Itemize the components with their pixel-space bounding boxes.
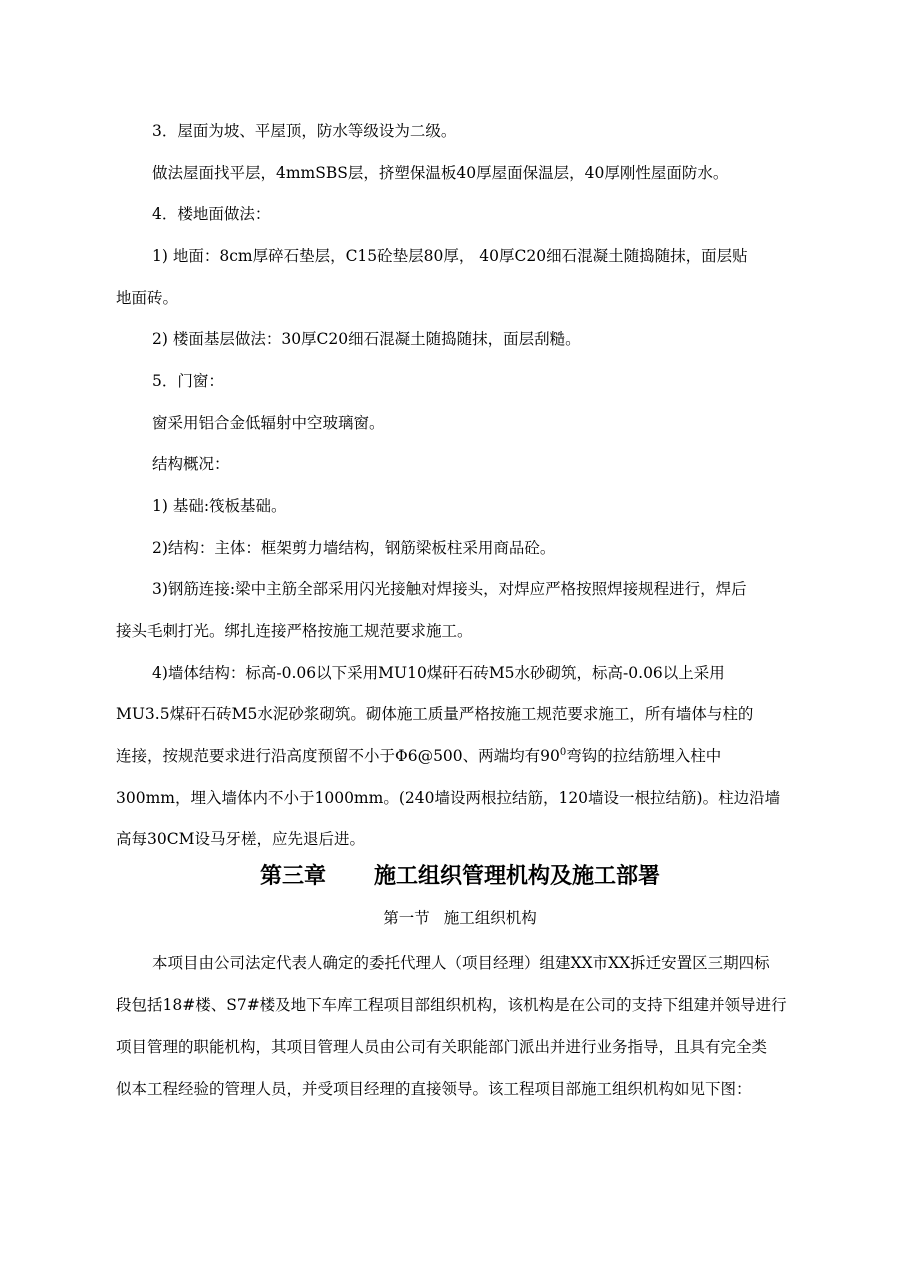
- wall-line-5: 高每30CM设马牙槎，应先退后进。: [116, 830, 365, 848]
- wall-line-2: MU3.5煤矸石砖M5水泥砂浆砌筑。砌体施工质量严格按施工规范要求施工，所有墙体与柱的: [116, 705, 754, 723]
- chapter-title: 施工组织管理机构及施工部署: [374, 864, 661, 889]
- wall-line-1: 4)墙体结构：标高-0.06以下采用MU10煤矸石砖M5水砂砌筑，标高-0.06以上采用: [152, 664, 725, 682]
- roof-paragraph: 3．屋面为坡、平屋顶，防水等级设为二级。: [152, 122, 457, 140]
- section-number: 第一节: [383, 909, 430, 927]
- rebar-line-1: 3)钢筋连接:梁中主筋全部采用闪光接触对焊接头，对焊应严格按照焊接规程进行，焊后: [152, 580, 747, 598]
- wall-line-4: 300mm，埋入墙体内不小于1000mm。(240墙设两根拉结筋，120墙设一根拉结筋)。柱边沿墙: [116, 789, 781, 807]
- org-line-2: 段包括18#楼、S7#楼及地下车库工程项目部组织机构，该机构是在公司的支持下组建并领导进行: [116, 996, 787, 1014]
- doors-windows-heading: 5．门窗：: [152, 372, 224, 390]
- ground-floor-line-1: 1) 地面：8cm厚碎石垫层，C15砼垫层80厚， 40厚C20细石混凝土随捣随抹，面层贴: [152, 247, 748, 265]
- floor-base-paragraph: 2) 楼面基层做法：30厚C20细石混凝土随捣随抹，面层刮糙。: [152, 330, 581, 348]
- org-line-4: 似本工程经验的管理人员，并受项目经理的直接领导。该工程项目部施工组织机构如见下图：: [116, 1080, 752, 1098]
- wall-line-3: [116, 745, 831, 767]
- structure-overview-heading: 结构概况：: [152, 455, 230, 473]
- wall-line-3-text: 连接，按规范要求进行沿高度预留不小于Φ6@500、两端均有90: [116, 747, 560, 765]
- section-title: 施工组织机构: [443, 909, 537, 927]
- roof-method-paragraph: 做法屋面找平层，4mmSBS层，挤塑保温板40厚屋面保温层，40厚刚性屋面防水。: [152, 164, 729, 182]
- org-line-1: 本项目由公司法定代表人确定的委托代理人（项目经理）组建XX市XX拆迁安置区三期四标: [152, 954, 770, 972]
- org-line-3: 项目管理的职能机构，其项目管理人员由公司有关职能部门派出并进行业务指导，且具有完全类: [116, 1038, 768, 1056]
- windows-paragraph: 窗采用铝合金低辐射中空玻璃窗。: [152, 414, 385, 432]
- chapter-number: 第三章: [259, 864, 326, 889]
- wall-line-3-tail: 弯钩的拉结筋埋入柱中: [566, 747, 722, 765]
- section-heading: [0, 907, 920, 929]
- chapter-heading: [0, 862, 920, 892]
- floor-heading: 4．楼地面做法：: [152, 205, 271, 223]
- structure-paragraph: 2)结构：主体：框架剪力墙结构，钢筋梁板柱采用商品砼。: [152, 539, 556, 557]
- degree-superscript: 0: [559, 746, 567, 758]
- ground-floor-line-2: 地面砖。: [116, 289, 179, 307]
- foundation-paragraph: 1) 基础:筏板基础。: [152, 497, 287, 515]
- rebar-line-2: 接头毛刺打光。绑扎连接严格按施工规范要求施工。: [116, 622, 473, 640]
